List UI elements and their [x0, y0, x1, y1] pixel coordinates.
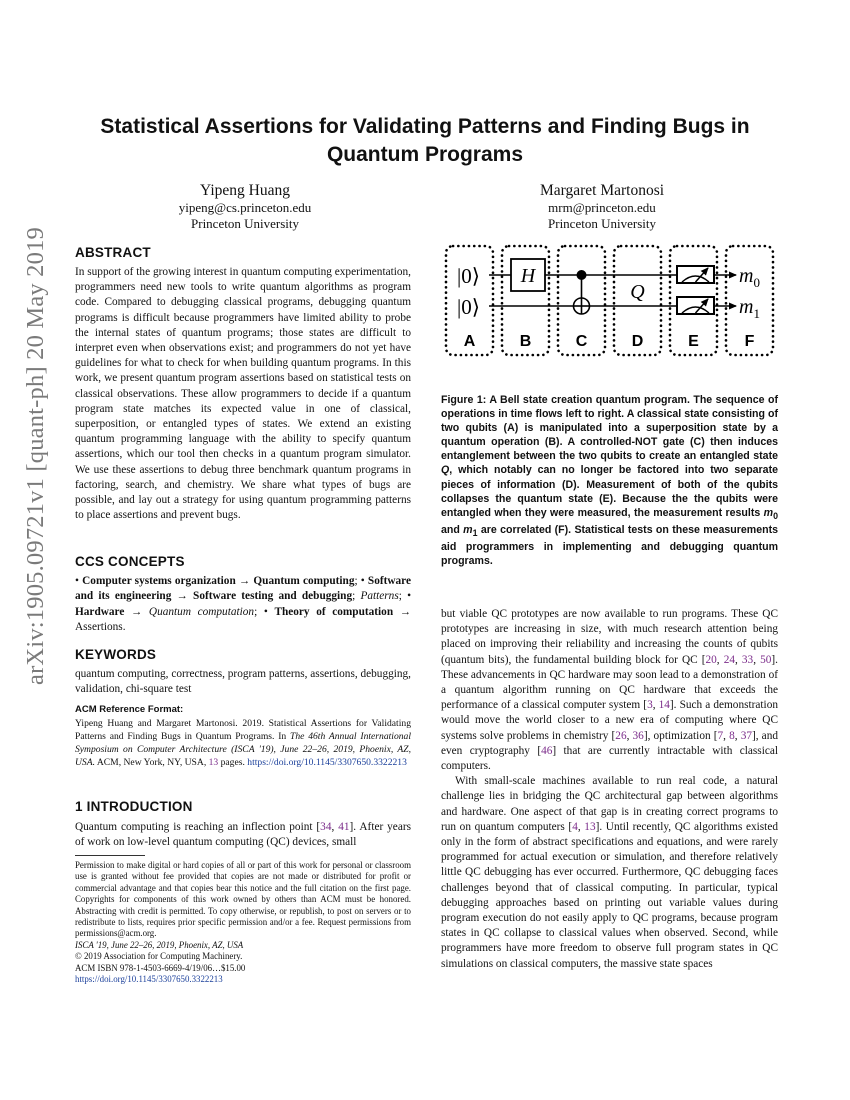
- author-affiliation: Princeton University: [191, 215, 299, 231]
- paragraph: With small-scale machines available to run real code, a natural challenge lies in bridging the QC architectural gap between algorithms and hardware. One aspect of that gap is in creating correct programs to run on quantum computers [4, 13]. Until recently, QC algorithms existed only in the form of abstract specifications and equations, and were rarely programmed for actual execution or simulation, and therefore relatively little QC debugging has ever occurred. Furthermore, QC debugging faces challenges beyond that of classical computing. In particular, typical debugging approaches based on printing out variable values during program execution do not easily apply to QC programs, because program states in QC collapse to classical values when observed. Second, while programmers have more freedom to observe full program states in QC simulations on classical computers, the massive state spaces: [441, 775, 778, 970]
- permission-notice: [75, 860, 411, 985]
- ccs-concepts: • Computer systems organization → Quantum computing; • Software and its engineering → Software testing and debugging; Patterns; • Hardware → Quantum computation; • Theory of computation → Assertions.: [75, 575, 412, 633]
- keywords-heading: KEYWORDS: [75, 647, 157, 662]
- bell-state-circuit-figure: [442, 243, 779, 358]
- column-label-e: E: [688, 333, 699, 350]
- qubit-0-ket: |0⟩: [457, 264, 480, 288]
- abstract-text: In support of the growing interest in quantum computing experimentation, programmers need new tools to write quantum algorithms as program code. Compared to debugging classical programs, debugging quantum programs is difficult because programmers have limited ability to probe the internal states of quantum programs; those states are difficult to interpret even when observations exist; and programmers do not yet have guidelines for what to check for when building quantum programs. In this work, we present quantum program assertions based on statistical tests on classical observations. These allow programmers to decide if a quantum program state matches its expected value in one of classical, superposition, or entangled types of states. We extend an existing quantum programming language with the ability to specify quantum assertions, which our tool then checks in a quantum program simulator. We use these assertions to debug three benchmark quantum programs in factoring, search, and chemistry. We share what types of bugs are possible, and lay out a strategy for using quantum programming patterns to place assertions and prevent bugs.: [75, 266, 411, 522]
- keywords-text: quantum computing, correctness, program patterns, assertions, debugging, validation, chi-square test: [75, 668, 412, 696]
- citation-link[interactable]: 20: [705, 653, 717, 666]
- author-affiliation: Princeton University: [548, 215, 656, 231]
- column-label-d: D: [631, 333, 644, 350]
- citation-link[interactable]: 7: [717, 729, 724, 742]
- hadamard-gate-label: H: [520, 265, 536, 287]
- measurement-meter-1: [677, 297, 714, 314]
- citation-link[interactable]: 14: [658, 699, 670, 712]
- citation-link[interactable]: 24: [723, 653, 735, 666]
- isbn-line: ACM ISBN 978-1-4503-6669-4/19/06…$15.00: [75, 962, 246, 973]
- citation-link[interactable]: 33: [741, 653, 754, 666]
- citation-link[interactable]: 3: [647, 699, 653, 712]
- conference-line: ISCA '19, June 22–26, 2019, Phoenix, AZ, USA: [75, 939, 244, 950]
- reference-format-text: Yipeng Huang and Margaret Martonosi. 2019. Statistical Assertions for Validating Patterns and Finding Bugs in Quantum Programs. In The 46th Annual International Symposium on Computer Architecture (ISCA '19), June 22–26, 2019, Phoenix, AZ, USA. ACM, New York, NY, USA, 13 pages. https://doi.org/10.1145/3307650.3322213: [75, 718, 412, 768]
- citation-link[interactable]: 4: [572, 820, 578, 833]
- measurement-result-m1: $m_1$: [739, 296, 760, 321]
- author-email: mrm@princeton.edu: [548, 200, 656, 215]
- citation-link[interactable]: 34: [320, 821, 332, 833]
- citation-link[interactable]: 37: [740, 729, 752, 742]
- right-column-body: [441, 607, 778, 972]
- measurement-meter-0: [677, 266, 714, 283]
- copyright-line: © 2019 Association for Computing Machinery.: [75, 951, 243, 962]
- citation-link[interactable]: 13: [584, 820, 596, 833]
- arxiv-identifier: arXiv:1905.09721v1 [quant-ph] 20 May 2019: [22, 227, 49, 685]
- citation-link[interactable]: 41: [338, 821, 350, 833]
- ccs-heading: CCS CONCEPTS: [75, 554, 185, 569]
- reference-format-heading: ACM Reference Format:: [75, 704, 184, 715]
- author-block-2: [477, 181, 727, 231]
- column-label-a: A: [463, 333, 476, 350]
- author-block-1: [120, 181, 370, 231]
- author-name: Margaret Martonosi: [539, 182, 665, 199]
- citation-link[interactable]: 46: [541, 744, 553, 757]
- cnot-control-dot: [577, 270, 587, 280]
- qubit-1-ket: |0⟩: [457, 295, 480, 319]
- measurement-result-m0: $m_0$: [739, 265, 760, 290]
- paper-title: Statistical Assertions for Validating Patterns and Finding Bugs in Quantum Programs: [100, 115, 750, 166]
- permission-doi-link[interactable]: https://doi.org/10.1145/3307650.3322213: [75, 974, 223, 985]
- citation-link[interactable]: 36: [632, 729, 644, 742]
- entangled-state-label: Q: [630, 281, 645, 303]
- introduction-heading: 1 INTRODUCTION: [75, 799, 193, 814]
- doi-link[interactable]: https://doi.org/10.1145/3307650.3322213: [247, 757, 407, 768]
- column-label-f: F: [744, 333, 755, 350]
- footnote-rule: [75, 855, 145, 856]
- author-email: yipeng@cs.princeton.edu: [178, 200, 312, 215]
- author-name: Yipeng Huang: [200, 182, 290, 199]
- citation-link[interactable]: 26: [615, 729, 627, 742]
- paragraph: but viable QC prototypes are now available to run programs. These QC prototypes are increasing in size, with much research attention being placed on improving their reliability and increasing the counts of qubits (quantum bits), the fundamental building block for QC [20, 24, 33, 50]. These advancements in QC hardware may soon lead to a demonstration of a quantum algorithm running on QC hardware that exceeds the performance of a classical computer system [3, 14]. Such a demonstration would move the world closer to a new era of computing where QC systems solve problems in chemistry [26, 36], optimization [7, 8, 37], and even cryptography [46] that are currently intractable with classical computers.: [441, 608, 778, 773]
- citation-link[interactable]: 50: [760, 653, 772, 666]
- column-label-c: C: [575, 333, 588, 350]
- pages-link[interactable]: 13: [208, 757, 219, 768]
- abstract-heading: ABSTRACT: [75, 245, 151, 260]
- figure-caption: Figure 1: A Bell state creation quantum program. The sequence of operations in time flows left to right. A classical state consisting of two qubits (A) is manipulated into a superposition state by a quantum operation (B). A controlled-NOT gate (C) then induces entanglement between the two qubits to create an entangled state Q, which notably can no longer be factored into two separate pieces of information (D). Measurement of both of the qubits collapses the quantum state (E). Because the the qubits were entangled when they were measured, the measurement results $m_0$ and $m_1$ are correlated (F). Statistical tests on these measurements aid programmers in implementing and debugging quantum programs.: [441, 394, 778, 568]
- citation-link[interactable]: 8: [729, 729, 735, 742]
- column-label-b: B: [519, 333, 532, 350]
- introduction-text: Quantum computing is reaching an inflection point [34, 41]. After years of work on low-level quantum computing (QC) devices, small: [75, 821, 411, 849]
- permission-text: Permission to make digital or hard copies of all or part of this work for personal or classroom use is granted without fee provided that copies are not made or distributed for profit or commercial advantage and that copies bear this notice and the full citation on the first page. Copyrights for components of this work owned by others than ACM must be honored. Abstracting with credit is permitted. To copy otherwise, or republish, to post on servers or to redistribute to lists, requires prior specific permission and/or a fee. Request permissions from permissions@acm.org.: [75, 860, 411, 939]
